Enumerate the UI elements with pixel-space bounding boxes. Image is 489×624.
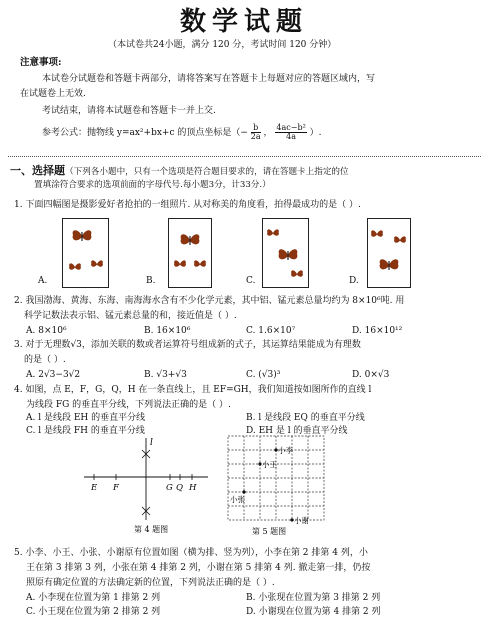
section1-heading-line — [10, 165, 349, 178]
page-title: 数学试题 — [180, 7, 309, 37]
seat-label-xie: 小谢 — [294, 516, 309, 525]
seat-dot-zhang — [242, 490, 245, 493]
q5-line-2: 王在第 3 排第 3 列，小张在第 4 排第 2 列，小谢在第 5 排第 4 列. 撤走第一排，仍按 — [26, 563, 371, 573]
fig5-caption: 第 5 题图 — [252, 527, 287, 536]
q4-line-1: 4. 如图，点 E，F，G，Q，H 在一条直线上，且 EF=GH，我们知道按如图所作的直线 l — [14, 385, 372, 395]
q5-choice-b: B. 小张现在位置为第 3 排第 2 列 — [246, 593, 381, 603]
q3-choice-d: D. 0×√3 — [352, 370, 390, 380]
q3-choice-b: B. √3+√3 — [144, 370, 187, 380]
section-divider — [8, 156, 481, 157]
butterfly-icon — [71, 228, 93, 244]
butterfly-icon — [370, 229, 384, 239]
q2-line-2: 科学记数法表示铝、锰元素总量的和，接近值是（ ）. — [24, 311, 237, 321]
section1-instruction-2: 置填涂符合要求的选项前面的字母代号.每小题3分，计33分.） — [34, 180, 271, 190]
q4-figure — [82, 436, 212, 536]
q5-choice-d: D. 小谢现在位置为第 4 排第 2 列 — [246, 607, 381, 617]
section1-instruction-1: （下列各小题中，只有一个选项是符合题目要求的，请在答题卡上指定的位 — [65, 167, 349, 177]
butterfly-icon — [193, 259, 207, 269]
butterfly-icon — [378, 257, 400, 273]
fig4-label-e: E — [91, 483, 98, 493]
frac2-numerator: 4ac−b² — [276, 123, 306, 132]
formula-line — [42, 124, 322, 141]
frac1-denominator: 2a — [250, 132, 261, 141]
q4-choice-a: A. l 是线段 EH 的垂直平分线 — [26, 413, 146, 423]
q3-line-1: 3. 对于无理数√3，添加关联的数或者运算符号组成新的式子，其运算结果能成为有理数 — [14, 340, 361, 350]
page-subtitle: （本试卷共24小题，满分 120 分，考试时间 120 分钟） — [108, 40, 337, 50]
q1-stem: 1. 下面四幅图是摄影爱好者抢拍的一组照片. 从对称美的角度看，拍得最成功的是（ ）. — [14, 200, 361, 210]
q3-choice-a: A. 2√3−3√2 — [26, 370, 81, 380]
q1-label-b: B. — [146, 276, 156, 286]
q2-line-1: 2. 我国渤海、黄海、东海、南海海水含有不少化学元素，其中铝、锰元素总量均约为 8×10⁶吨. 用 — [14, 296, 405, 306]
q2-choice-b: B. 16×10⁶ — [144, 326, 191, 336]
q1-photo-c — [262, 218, 309, 288]
fig4-label-f: F — [113, 483, 119, 493]
frac2-denominator: 4a — [286, 132, 297, 141]
q4-choice-b: B. l 是线段 EQ 的垂直平分线 — [246, 413, 365, 423]
butterfly-icon — [266, 228, 280, 238]
section1-heading: 一、选择题 — [10, 164, 65, 177]
formula-suffix: ）. — [309, 128, 322, 138]
butterfly-icon — [179, 232, 201, 248]
butterfly-icon — [290, 269, 304, 279]
q5-line-3: 照原有确定位置的方法确定新的位置，下列说法正确的是（ ）. — [26, 578, 275, 588]
seat-label-zhang: 小张 — [230, 495, 245, 504]
q4-choice-d: D. EH 是 l 的垂直平分线 — [246, 426, 348, 436]
fig4-label-l: l — [150, 438, 153, 448]
fig4-caption: 第 4 题图 — [134, 525, 169, 534]
butterfly-icon — [68, 262, 82, 272]
q2-choice-c: C. 1.6×10⁷ — [246, 326, 296, 336]
q5-choice-c: C. 小王现在位置为第 2 排第 2 列 — [26, 607, 161, 617]
q1-photo-a — [62, 218, 109, 288]
butterfly-icon — [90, 259, 104, 269]
seat-label-wang: 小王 — [262, 460, 277, 469]
butterfly-icon — [173, 259, 187, 269]
notes-heading: 注意事项: — [20, 57, 62, 68]
fig4-label-h: H — [189, 483, 197, 493]
q3-choice-c: C. (√3)³ — [246, 370, 281, 380]
q4-line-2: 为线段 FG 的垂直平分线，下列说法正确的是（ ）. — [26, 400, 231, 410]
q3-line-2: 的是（ ）. — [24, 355, 66, 365]
q1-photo-b — [168, 218, 212, 288]
seat-label-li: 小李 — [278, 446, 293, 455]
formula-comma: ， — [263, 128, 273, 138]
butterfly-icon — [277, 247, 299, 263]
q1-label-c: C. — [246, 276, 256, 286]
q1-photo-d — [367, 218, 411, 288]
fig4-label-q: Q — [176, 483, 183, 493]
notes-line-1: 本试卷分试题卷和答题卡两部分，请将答案写在答题卡上每题对应的答题区域内，写 — [42, 74, 376, 84]
q4-choice-c: C. l 是线段 FH 的垂直平分线 — [26, 426, 145, 436]
fig4-label-g: G — [166, 483, 173, 493]
q2-choice-a: A. 8×10⁶ — [26, 326, 67, 336]
q5-choice-a: A. 小李现在位置为第 1 排第 2 列 — [26, 593, 161, 603]
q5-figure — [226, 434, 326, 538]
butterfly-icon — [393, 235, 407, 245]
q1-label-d: D. — [349, 276, 359, 286]
formula-prefix: 参考公式：抛物线 y=ax²+bx+c 的顶点坐标是（− — [42, 128, 248, 138]
q2-choice-d: D. 16×10¹² — [352, 326, 403, 336]
notes-line-2: 在试题卷上无效. — [20, 89, 86, 99]
q1-label-a: A. — [38, 276, 48, 286]
q5-line-1: 5. 小李、小王、小张、小谢原有位置如图（横为排、竖为列），小李在第 2 排第 4 列，小 — [14, 548, 368, 558]
formula-fraction-1 — [251, 124, 261, 141]
notes-line-3: 考试结束，请将本试题卷和答题卡一并上交. — [42, 106, 216, 116]
frac1-numerator: b — [251, 124, 261, 133]
formula-fraction-2 — [275, 124, 306, 141]
